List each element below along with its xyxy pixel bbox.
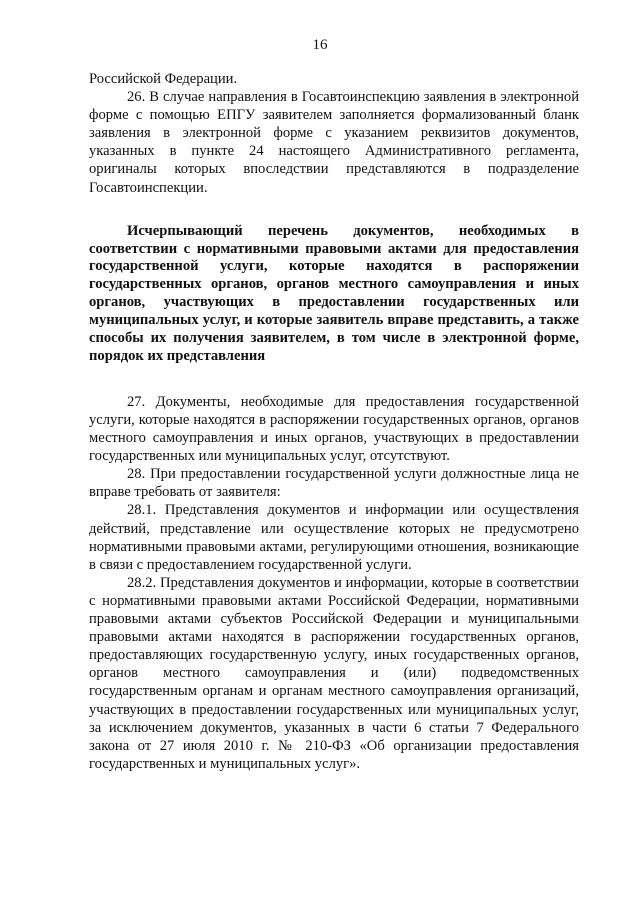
- paragraph-28-1: 28.1. Представления документов и информации или осуществления действий, представление или осуществление которых не предусмотрено нормативными правовыми актами, регулирующими отношения, возникающие в связи с предоставлением государственной услуги.: [89, 502, 579, 573]
- paragraph-28-2: 28.2. Представления документов и информации, которые в соответствии с нормативными правовыми актами Российской Федерации, нормативными правовыми актами субъектов Российской Федерации и муниципальными правовыми актами находятся в распоряжении государственных органов, предоставляющих государственную услугу, иных государственных органов, органов местного самоуправления и (или) подведомственных государственным органам и органам местного самоуправления организаций, участвующих в предоставлении государственных или муниципальных услуг, за исключением документов, указанных в части 6 статьи 7 Федерального закона от 27 июля 2010 г. № 210-ФЗ «Об организации предоставления государственных и муниципальных услуг».: [89, 574, 579, 772]
- page-number: 16: [312, 37, 328, 53]
- paragraph-continuation: Российской Федерации.: [89, 71, 238, 87]
- section-heading: Исчерпывающий перечень документов, необходимых в соответствии с нормативными правовыми актами для предоставления государственной услуги, которые находятся в распоряжении государственных органов, органов местного самоуправления и иных органов, участвующих в предоставлении государственных или муниципальных услуг, и которые заявитель вправе представить, а также способы их получения заявителем, в том числе в электронной форме, порядок их представления: [89, 222, 579, 364]
- paragraph-26: 26. В случае направления в Госавтоинспекцию заявления в электронной форме с помощью ЕПГУ заявителем заполняется формализованный бланк заявления в электронной форме с указанием реквизитов документов, указанных в пункте 24 настоящего Административного регламента, оригиналы которых впоследствии представляются в подразделение Госавтоинспекции.: [89, 89, 579, 196]
- document-body: [89, 70, 579, 773]
- paragraph-27: 27. Документы, необходимые для предоставления государственной услуги, которые находятся в распоряжении государственных органов, органов местного самоуправления и иных органов, участвующих в предоставлении государственных или муниципальных услуг, отсутствуют.: [89, 393, 579, 465]
- paragraph-28: 28. При предоставлении государственной услуги должностные лица не вправе требовать от заявителя:: [89, 466, 579, 501]
